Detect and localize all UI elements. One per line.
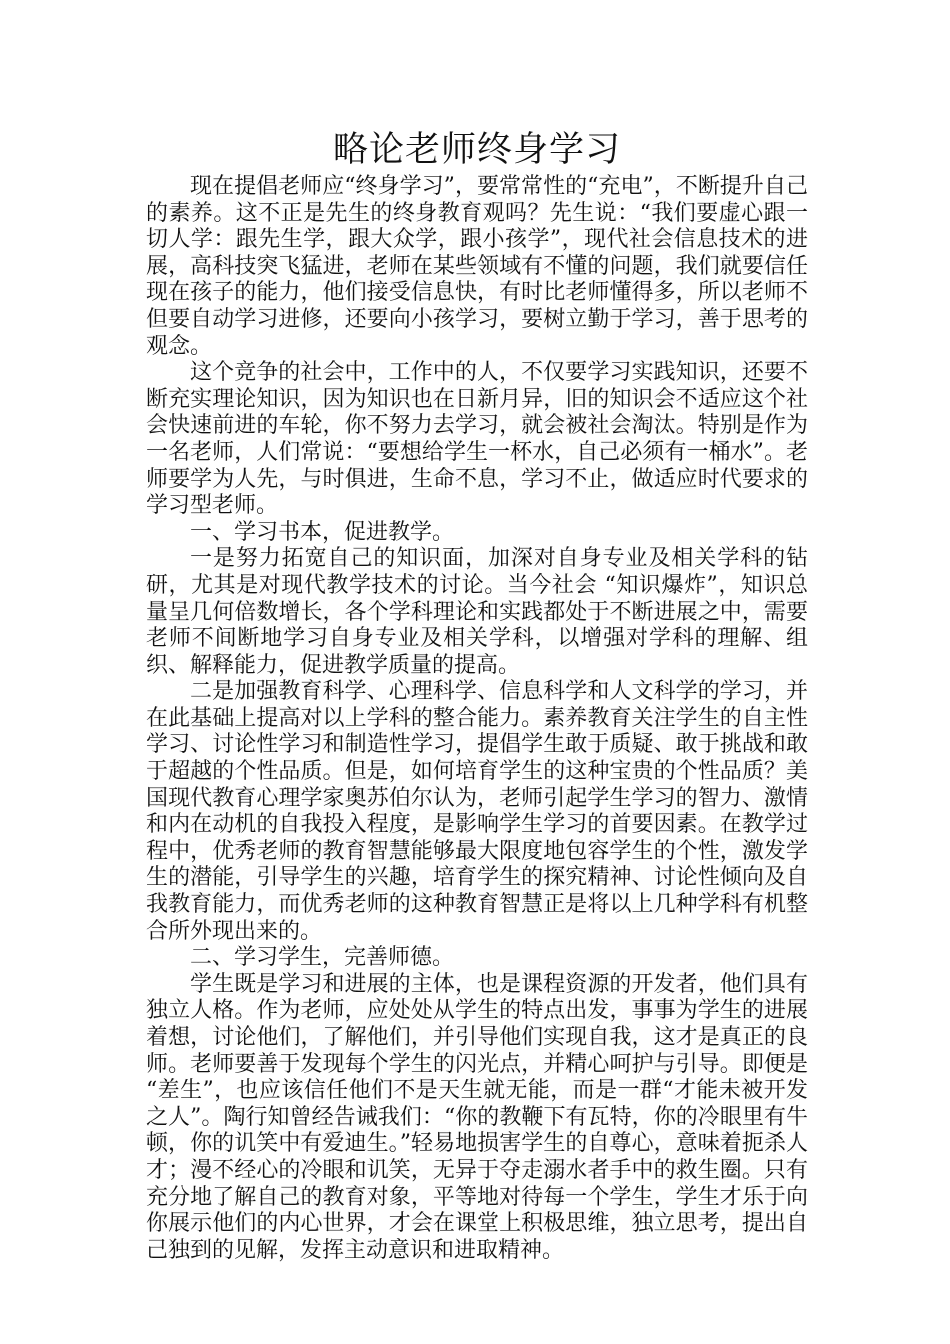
section-heading-2: 二、学习学生，完善师德。 [190,945,455,971]
paragraph-3: 一是努力拓宽自己的知识面，加深对自身专业及相关学科的钻研，尤其是对现代教学技术的讨论。当今社会 “知识爆炸”，知识总量呈几何倍数增长，各个学科理论和实践都处于不断进展之中，需要老师不间断地学习自身专业及相关学科，以增强对学科的理解、组织、解释能力，促进教学质量的提高。 [146,546,808,678]
paragraph-2: 这个竞争的社会中，工作中的人，不仅要学习实践知识，还要不断充实理论知识，因为知识也在日新月异，旧的知识会不适应这个社会快速前进的车轮，你不努力去学习，就会被社会淘汰。特别是作为一名老师，人们常说：“要想给学生一杯水，自己必须有一桶水”。老师要学为人先，与时俱进，生命不息，学习不止，做适应时代要求的学习型老师。 [146,360,808,519]
document-title: 略论老师终身学习 [332,130,621,170]
paragraph-5: 学生既是学习和进展的主体，也是课程资源的开发者，他们具有独立人格。作为老师，应处处从学生的特点出发，事事为学生的进展着想，讨论他们，了解他们，并引导他们实现自我，这才是真正的良师。老师要善于发现每个学生的闪光点，并精心呵护与引导。即便是 “差生”，也应该信任他们不是天生就无能，而是一群“才能未被开发之人”。陶行知曾经告诫我们：“你的教鞭下有瓦特，你的冷眼里有牛顿，你的讥笑中有爱迪生。”轻易地损害学生的自尊心，意味着扼杀人才；漫不经心的冷眼和讥笑，无异于夺走溺水者手中的救生圈。只有充分地了解自己的教育对象，平等地对待每一个学生，学生才乐于向你展示他们的内心世界，才会在课堂上积极思维，独立思考，提出自己独到的见解，发挥主动意识和进取精神。 [146,971,808,1263]
paragraph-4: 二是加强教育科学、心理科学、信息科学和人文科学的学习，并在此基础上提高对以上学科的整合能力。素养教育关注学生的自主性学习、讨论性学习和制造性学习，提倡学生敢于质疑、敢于挑战和敢于超越的个性品质。但是，如何培育学生的这种宝贵的个性品质？美国现代教育心理学家奥苏伯尔认为，老师引起学生学习的智力、激情和内在动机的自我投入程度，是影响学生学习的首要因素。在教学过程中，优秀老师的教育智慧能够最大限度地包容学生的个性，激发学生的潜能，引导学生的兴趣，培育学生的探究精神、讨论性倾向及自我教育能力，而优秀老师的这种教育智慧正是将以上几种学科有机整合所外现出来的。 [146,679,808,944]
paragraph-1: 现在提倡老师应“终身学习”，要常常性的“充电”，不断提升自己的素养。这不正是先生的终身教育观吗？先生说：“我们要虚心跟一切人学：跟先生学，跟大众学，跟小孩学”，现代社会信息技术的进展，高科技突飞猛进，老师在某些领域有不懂的问题，我们就要信任现在孩子的能力，他们接受信息快，有时比老师懂得多，所以老师不但要自动学习进修，还要向小孩学习，要树立勤于学习，善于思考的观念。 [146,174,808,359]
section-heading-1: 一、学习书本，促进教学。 [190,519,455,545]
document-page [146,128,808,1264]
